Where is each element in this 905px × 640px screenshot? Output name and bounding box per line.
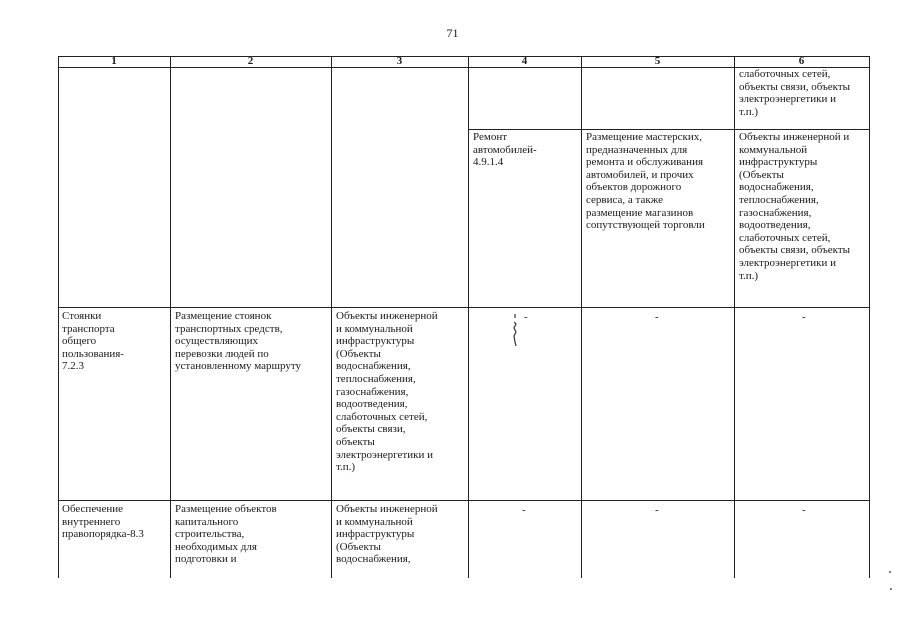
column-header: 3 xyxy=(396,55,403,67)
table-cell: Объекты инженерной и коммунальной инфраструктуры (Объекты водоснабжения, теплоснабжения, газоснабжения, водоотведения, слаботочных сетей, объекты связи, объекты электроэнергетики и т.п.) xyxy=(336,310,438,474)
scan-speck xyxy=(890,588,892,590)
table-rule-col-1 xyxy=(170,56,171,578)
table-cell: слаботочных сетей, объекты связи, объекты электроэнергетики и т.п.) xyxy=(739,68,851,118)
column-header: 6 xyxy=(798,55,805,67)
table-cell: Обеспечение внутреннего правопорядка-8.3 xyxy=(62,503,144,541)
table-cell: Размещение мастерских, предназначенных для ремонта и обслуживания автомобилей, и прочих объектов дорожного сервиса, а также размещение магазинов сопутствующей торговли xyxy=(586,131,705,232)
table-rule-col-4 xyxy=(581,56,582,578)
scan-speck xyxy=(889,571,891,573)
table-rule-row-3 xyxy=(58,307,870,308)
table-rule-row-2 xyxy=(468,129,870,130)
column-header: 5 xyxy=(654,55,661,67)
table-cell-dash: - xyxy=(802,311,806,323)
table-rule-col-0 xyxy=(58,56,59,578)
zoning-table xyxy=(58,56,870,578)
table-cell-dash: - xyxy=(524,311,528,323)
table-cell: Стоянки транспорта общего пользования- 7.2.3 xyxy=(62,310,124,373)
column-header: 1 xyxy=(111,55,117,67)
table-cell-dash: - xyxy=(802,504,806,516)
table-rule-row-4 xyxy=(58,500,870,501)
table-rule-col-3 xyxy=(468,56,469,578)
table-cell: Размещение стоянок транспортных средств, осуществляющих перевозки людей по установленному маршруту xyxy=(175,310,302,373)
column-header: 4 xyxy=(521,55,528,67)
table-rule-col-5 xyxy=(734,56,735,578)
column-header: 2 xyxy=(247,55,254,67)
table-cell-dash: - xyxy=(522,504,526,516)
table-cell: Ремонт автомобилей- 4.9.1.4 xyxy=(473,131,537,169)
page-number: 71 xyxy=(446,26,459,40)
scan-speck-mark xyxy=(511,314,519,348)
table-rule-col-6 xyxy=(869,56,870,578)
table-cell: Объекты инженерной и коммунальной инфраструктуры (Объекты водоснабжения, xyxy=(336,503,438,566)
table-cell-dash: - xyxy=(655,311,659,323)
table-cell: Объекты инженерной и коммунальной инфраструктуры (Объекты водоснабжения, теплоснабжения, газоснабжения, водоотведения, слаботочных сетей, объекты связи, объекты электроэнергетики и т.п.) xyxy=(739,131,851,282)
table-rule-col-2 xyxy=(331,56,332,578)
table-cell-dash: - xyxy=(655,504,659,516)
table-cell: Размещение объектов капитального строительства, необходимых для подготовки и xyxy=(175,503,277,566)
